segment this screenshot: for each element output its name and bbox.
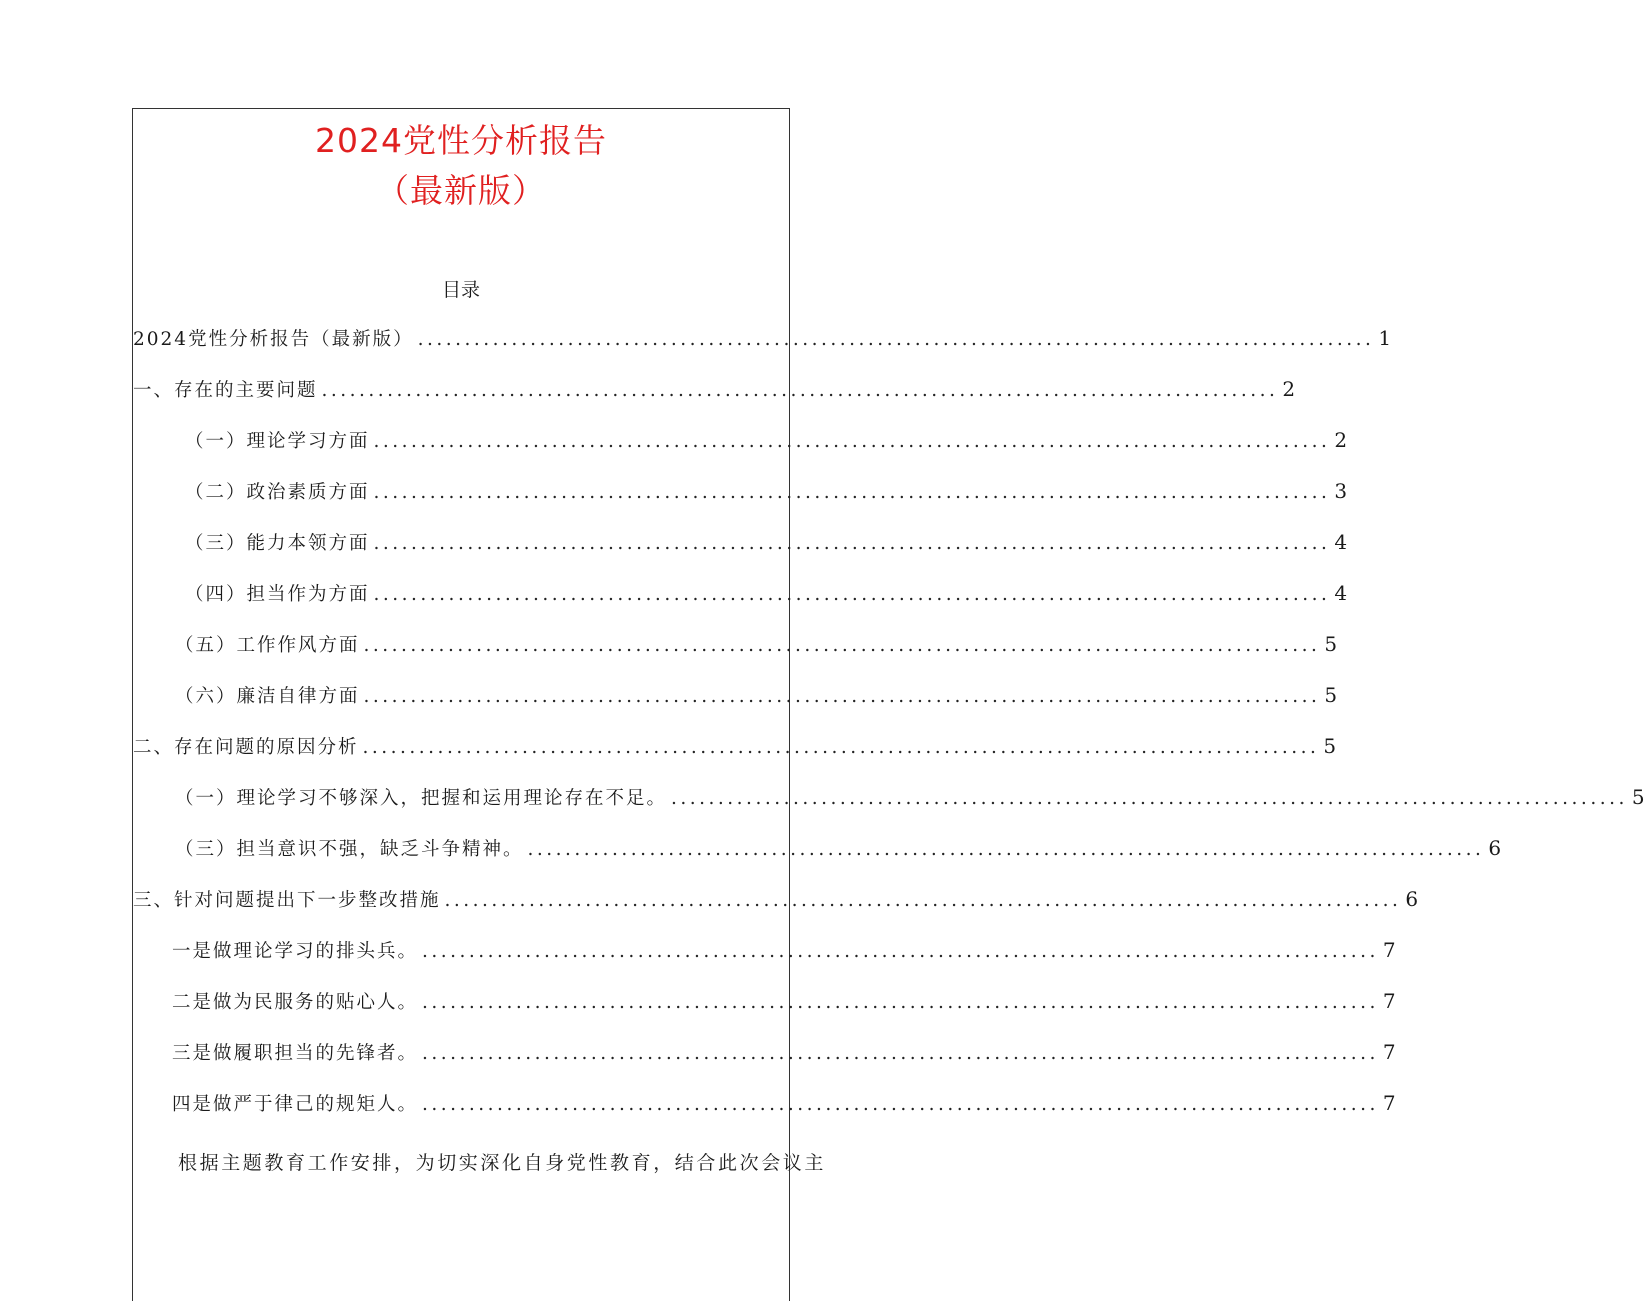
toc-entry[interactable] (133, 886, 1419, 916)
toc-entry-page: 7 (1382, 1040, 1396, 1064)
toc-entry[interactable] (185, 478, 1348, 508)
toc-leader-dots: ...................................................................................................... (363, 686, 1321, 707)
toc-entry-label: （六）廉洁自律方面 (175, 686, 360, 707)
toc-entry[interactable] (133, 733, 1337, 763)
toc-entry-page: 7 (1382, 1091, 1396, 1115)
toc-entry-label: 三是做履职担当的先锋者。 (172, 1043, 419, 1064)
toc-entry-page: 4 (1334, 581, 1348, 605)
toc-entry-label: 二、存在问题的原因分析 (133, 737, 359, 758)
toc-entry-page: 1 (1378, 326, 1392, 350)
document-title: 2024党性分析报告 (315, 121, 607, 160)
toc-entry[interactable] (175, 784, 1645, 814)
toc-leader-dots: ...................................................................................................... (373, 533, 1331, 554)
toc-entry[interactable] (172, 937, 1396, 967)
toc-entry-label: 一、存在的主要问题 (133, 380, 318, 401)
toc-entry-label: 2024党性分析报告（最新版） (133, 329, 414, 350)
toc-entry-label: 四是做严于律己的规矩人。 (172, 1094, 419, 1115)
toc-entry-page: 6 (1488, 836, 1502, 860)
toc-entry-page: 7 (1382, 938, 1396, 962)
toc-entry-label: （一）理论学习方面 (185, 431, 370, 452)
toc-entry-page: 5 (1324, 683, 1338, 707)
toc-entry-label: （一）理论学习不够深入，把握和运用理论存在不足。 (175, 788, 668, 809)
toc-entry-label: 三、针对问题提出下一步整改措施 (133, 890, 441, 911)
toc-leader-dots: ...................................................................................................... (321, 380, 1279, 401)
toc-leader-dots: ...................................................................................................... (422, 1094, 1379, 1115)
toc-leader-dots: ...................................................................................................... (363, 635, 1321, 656)
toc-leader-dots: ...................................................................................................... (373, 431, 1331, 452)
toc-entry-label: （三）担当意识不强，缺乏斗争精神。 (175, 839, 524, 860)
toc-leader-dots: ...................................................................................................... (444, 890, 1402, 911)
toc-heading: 目录 (441, 279, 480, 301)
toc-entry-label: （三）能力本领方面 (185, 533, 370, 554)
toc-entry-label: （四）担当作为方面 (185, 584, 370, 605)
toc-leader-dots: ...................................................................................................... (527, 839, 1485, 860)
toc-entry-page: 7 (1382, 989, 1396, 1013)
toc-entry[interactable] (185, 580, 1348, 610)
toc-entry-page: 5 (1323, 734, 1337, 758)
toc-leader-dots: ...................................................................................................... (417, 329, 1375, 350)
document-subtitle: （最新版） (376, 171, 546, 210)
toc-leader-dots: ...................................................................................................... (422, 1043, 1379, 1064)
toc-entry[interactable] (172, 1090, 1396, 1120)
toc-entry-page: 2 (1282, 377, 1296, 401)
toc-leader-dots: ...................................................................................................... (422, 992, 1379, 1013)
toc-leader-dots: ...................................................................................................... (373, 482, 1331, 503)
toc-entry[interactable] (175, 631, 1338, 661)
toc-entry-page: 5 (1631, 785, 1645, 809)
toc-entry-page: 2 (1334, 428, 1348, 452)
toc-entry[interactable] (172, 988, 1396, 1018)
toc-leader-dots: ...................................................................................................... (362, 737, 1320, 758)
toc-leader-dots: ...................................................................................................... (671, 788, 1628, 809)
toc-entry[interactable] (172, 1039, 1396, 1069)
toc-entry-label: 一是做理论学习的排头兵。 (172, 941, 419, 962)
toc-leader-dots: ...................................................................................................... (373, 584, 1331, 605)
toc-entry[interactable] (185, 427, 1348, 457)
toc-entry[interactable] (175, 835, 1502, 865)
toc-entry[interactable] (133, 325, 1392, 355)
toc-entry[interactable] (175, 682, 1338, 712)
toc-entry-page: 3 (1334, 479, 1348, 503)
toc-entry[interactable] (185, 529, 1348, 559)
toc-entry-page: 6 (1405, 887, 1419, 911)
toc-entry[interactable] (133, 376, 1296, 406)
toc-entry-page: 4 (1334, 530, 1348, 554)
toc-entry-label: （五）工作作风方面 (175, 635, 360, 656)
toc-leader-dots: ...................................................................................................... (422, 941, 1379, 962)
toc-entry-page: 5 (1324, 632, 1338, 656)
toc-entry-label: （二）政治素质方面 (185, 482, 370, 503)
toc-entry-label: 二是做为民服务的贴心人。 (172, 992, 419, 1013)
body-paragraph-start: 根据主题教育工作安排，为切实深化自身党性教育，结合此次会议主 (178, 1152, 827, 1174)
